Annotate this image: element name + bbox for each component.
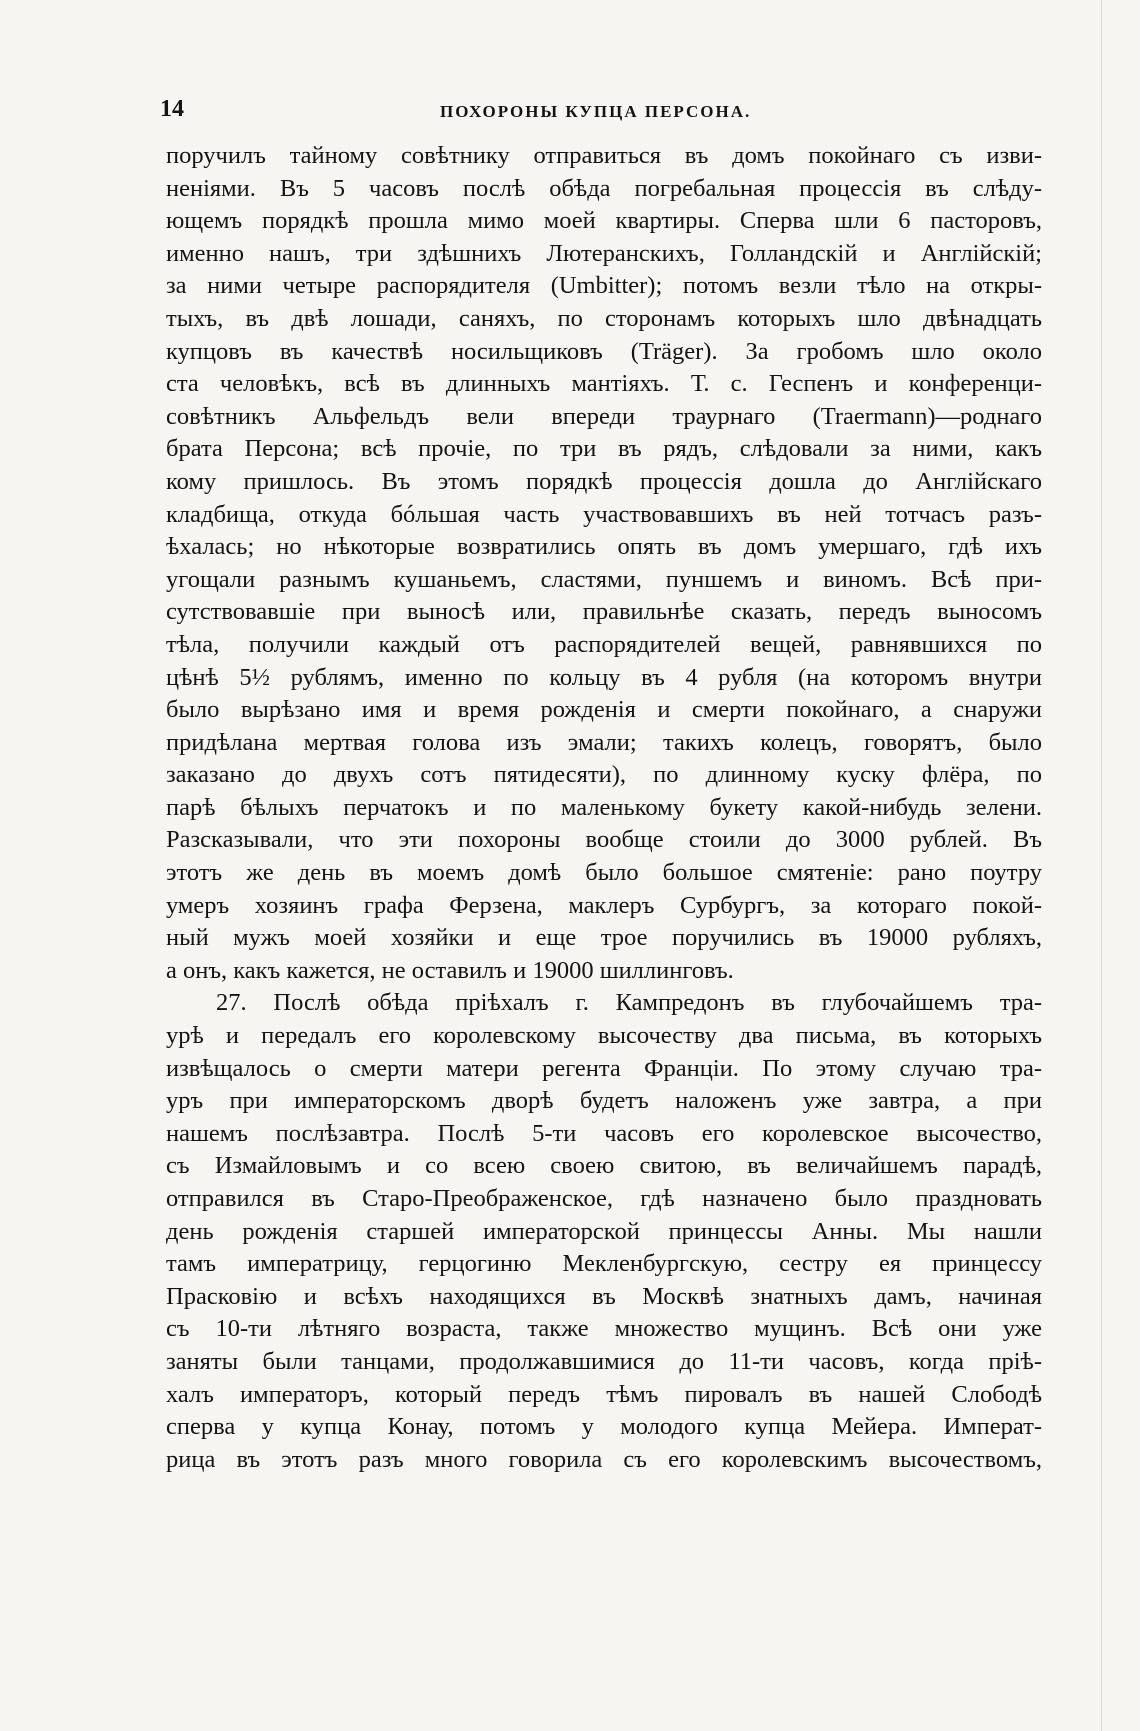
text-line: тамъ императрицу, герцогиню Мекленбургскую, сестру ея принцессу [166, 1250, 1042, 1278]
text-line: Разсказывали, что эти похороны вообще стоили до 3000 рублей. Въ [166, 826, 1042, 854]
text-line: купцовъ въ качествѣ носильщиковъ (Träger). За гробомъ шло около [166, 337, 1042, 365]
text-line: тѣла, получили каждый отъ распорядителей вещей, равнявшихся по [166, 630, 1042, 658]
text-line: поручилъ тайному совѣтнику отправиться въ домъ покойнаго съ изви- [166, 142, 1042, 169]
text-line: умеръ хозяинъ графа Ферзена, маклеръ Сурбургъ, за котораго покой- [166, 891, 1042, 919]
text-line: брата Персона; всѣ прочіе, по три въ рядъ, слѣдовали за ними, какъ [166, 435, 1042, 463]
text-line: халъ императоръ, который передъ тѣмъ пировалъ въ нашей Слободѣ [166, 1380, 1042, 1408]
text-line: цѣнѣ 5½ рублямъ, именно по кольцу въ 4 рубля (на которомъ внутри [166, 663, 1042, 691]
text-line: было вырѣзано имя и время рожденія и смерти покойнаго, а снаружи [166, 696, 1042, 724]
text-line: заказано до двухъ сотъ пятидесяти), по длинному куску флёра, по [166, 761, 1042, 789]
text-line: нашемъ послѣзавтра. Послѣ 5-ти часовъ его королевское высочество, [166, 1119, 1042, 1147]
page-edge-line [1101, 0, 1102, 1731]
text-line: съ Измайловымъ и со всею своею свитою, въ величайшемъ парадѣ, [166, 1152, 1042, 1180]
text-line: этотъ же день въ моемъ домѣ было большое смятеніе: рано поутру [166, 859, 1042, 887]
text-line: ѣхалась; но нѣкоторые возвратились опять въ домъ умершаго, гдѣ ихъ [166, 533, 1042, 561]
text-line: кладбища, откуда бóльшая часть участвовавшихъ въ ней тотчасъ разъ- [166, 500, 1042, 528]
text-line: неніями. Въ 5 часовъ послѣ обѣда погребальная процессія въ слѣду- [166, 174, 1042, 202]
text-line: парѣ бѣлыхъ перчатокъ и по маленькому букету какой-нибудь зелени. [166, 793, 1042, 821]
text-line: извѣщалось о смерти матери регента Франціи. По этому случаю тра- [166, 1054, 1042, 1082]
text-line: отправился въ Старо-Преображенское, гдѣ назначено было праздновать [166, 1185, 1042, 1212]
text-line: совѣтникъ Альфельдъ вели впереди траурнаго (Traermann)—роднаго [166, 402, 1042, 430]
text-line: тыхъ, въ двѣ лошади, саняхъ, по сторонамъ которыхъ шло двѣнадцать [166, 304, 1042, 332]
text-line: день рожденія старшей императорской принцессы Анны. Мы нашли [166, 1217, 1042, 1245]
text-line: ста человѣкъ, всѣ въ длинныхъ мантіяхъ. Т. с. Геспенъ и конференци- [166, 370, 1042, 398]
text-line: угощали разнымъ кушаньемъ, сластями, пуншемъ и виномъ. Всѣ при- [166, 565, 1042, 593]
text-line: придѣлана мертвая голова изъ эмали; такихъ колецъ, говорятъ, было [166, 728, 1042, 756]
text-line: уръ при императорскомъ дворѣ будетъ наложенъ уже завтра, а при [166, 1087, 1042, 1115]
text-line: урѣ и передалъ его королевскому высочеству два письма, въ которыхъ [166, 1022, 1042, 1050]
running-title: ПОХОРОНЫ КУПЦА ПЕРСОНА. [440, 102, 752, 121]
page-number: 14 [160, 96, 184, 122]
text-line: а онъ, какъ кажется, не оставилъ и 19000 шиллинговъ. [166, 956, 734, 984]
text-line: кому пришлось. Въ этомъ порядкѣ процессія дошла до Англійскаго [166, 467, 1042, 495]
text-line: Прасковію и всѣхъ находящихся въ Москвѣ знатныхъ дамъ, начиная [166, 1282, 1042, 1310]
text-line: съ 10-ти лѣтняго возраста, также множество мущинъ. Всѣ они уже [166, 1315, 1042, 1343]
text-line: за ними четыре распорядителя (Umbitter); потомъ везли тѣло на откры- [166, 272, 1042, 300]
text-line: ный мужъ моей хозяйки и еще трое поручились въ 19000 рубляхъ, [166, 924, 1042, 952]
text-line: рица въ этотъ разъ много говорила съ его королевскимъ высочествомъ, [166, 1445, 1042, 1473]
body-text [166, 140, 1042, 1476]
text-line: ющемъ порядкѣ прошла мимо моей квартиры. Сперва шли 6 пасторовъ, [166, 207, 1042, 235]
text-line: сперва у купца Конау, потомъ у молодого купца Мейера. Императ- [166, 1413, 1042, 1441]
text-line: именно нашъ, три здѣшнихъ Лютеранскихъ, Голландскій и Англійскій; [166, 239, 1042, 267]
text-line: 27. Послѣ обѣда пріѣхалъ г. Кампредонъ въ глубочайшемъ тра- [216, 989, 1042, 1017]
text-line: заняты были танцами, продолжавшимися до 11-ти часовъ, когда пріѣ- [166, 1347, 1042, 1375]
text-line: сутствовавшіе при выносѣ или, правильнѣе сказать, передъ выносомъ [166, 598, 1042, 626]
